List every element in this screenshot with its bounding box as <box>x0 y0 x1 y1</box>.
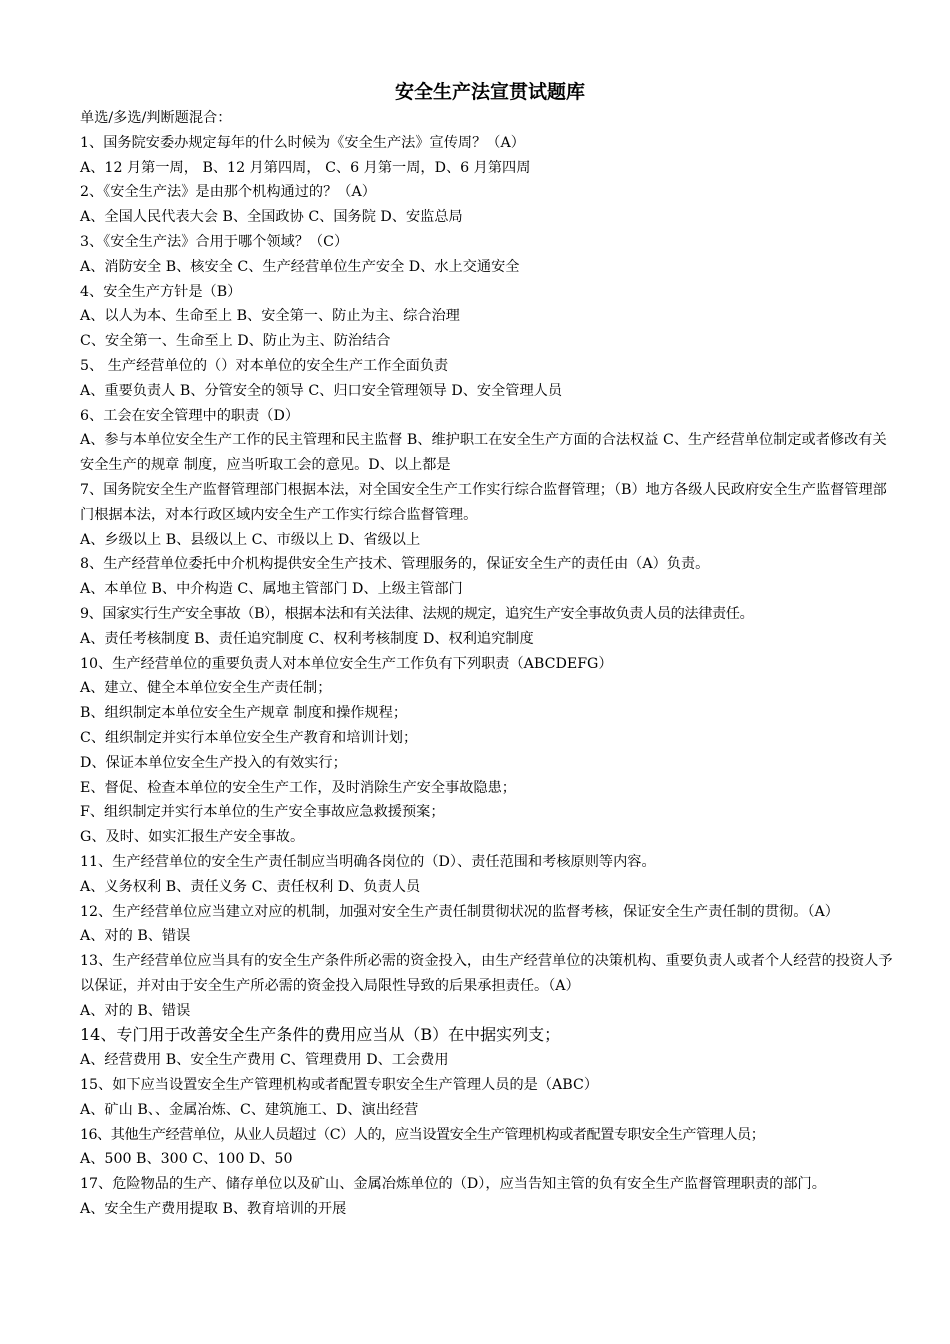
question-7: 7、国务院安全生产监督管理部门根据本法，对全国安全生产工作实行综合监督管理；（B）地方各级人民政府安全生产监督管理部门根据本法，对本行政区域内安全生产工作实行综合监督管理。 <box>80 481 887 523</box>
question-6-options: A、参与本单位安全生产工作的民主管理和民主监督 B、维护职工在安全生产方面的合法权益 C、生产经营单位制定或者修改有关安全生产的规章 制度，应当听取工会的意见。D、以上都是 <box>80 432 887 474</box>
question-9-options: A、责任考核制度 B、责任追究制度 C、权利考核制度 D、权利追究制度 <box>80 630 534 647</box>
question-10-option-d: D、保证本单位安全生产投入的有效实行； <box>80 754 347 771</box>
question-17: 17、危险物品的生产、储存单位以及矿山、金属冶炼单位的（D），应当告知主管的负有安全生产监督管理职责的部门。 <box>80 1176 826 1193</box>
document-title: 安全生产法宣贯试题库 <box>394 81 585 103</box>
question-17-options: A、安全生产费用提取 B、教育培训的开展 <box>80 1201 347 1218</box>
question-15: 15、如下应当设置安全生产管理机构或者配置专职安全生产管理人员的是（ABC） <box>80 1077 599 1094</box>
question-11-options: A、义务权利 B、责任义务 C、责任权利 D、负责人员 <box>80 878 421 895</box>
question-12: 12、生产经营单位应当建立对应的机制，加强对安全生产责任制贯彻状况的监督考核，保证安全生产责任制的贯彻。（A） <box>80 903 839 920</box>
question-10-option-b: B、组织制定本单位安全生产规章 制度和操作规程； <box>80 705 408 722</box>
question-12-options: A、对的 B、错误 <box>80 928 191 945</box>
question-10-option-a: A、建立、健全本单位安全生产责任制； <box>80 680 332 697</box>
section-intro: 单选/多选/判断题混合： <box>80 110 232 126</box>
question-16: 16、其他生产经营单位，从业人员超过（C）人的，应当设置安全生产管理机构或者配置专职安全生产管理人员； <box>80 1126 765 1143</box>
question-6: 6、工会在安全管理中的职责（D） <box>80 407 300 424</box>
question-11: 11、生产经营单位的安全生产责任制应当明确各岗位的（D）、责任范围和考核原则等内容。 <box>80 853 656 870</box>
question-9: 9、国家实行生产安全事故（B），根据本法和有关法律、法规的规定，追究生产安全事故负责人员的法律责任。 <box>80 605 754 622</box>
question-2-options: A、全国人民代表大会 B、全国政协 C、国务院 D、安监总局 <box>80 209 463 226</box>
question-15-options: A、矿山 B、、金属冶炼、C、建筑施工、D、演出经营 <box>80 1101 419 1118</box>
question-3-options: A、消防安全 B、核安全 C、生产经营单位生产安全 D、水上交通安全 <box>80 258 520 275</box>
question-4: 4、安全生产方针是（B） <box>80 283 242 300</box>
question-2: 2、《安全生产法》是由那个机构通过的？（A） <box>80 184 376 201</box>
question-10-option-c: C、组织制定并实行本单位安全生产教育和培训计划； <box>80 729 418 746</box>
question-5: 5、 生产经营单位的（）对本单位的安全生产工作全面负责 <box>80 357 449 374</box>
document-page <box>80 78 900 1222</box>
question-1: 1、国务院安委办规定每年的什么时候为《安全生产法》宣传周？（A） <box>80 134 525 151</box>
question-13: 13、生产经营单位应当具有的安全生产条件所必需的资金投入，由生产经营单位的决策机构、重要负责人或者个人经营的投资人予以保证，并对由于安全生产所必需的资金投入局限性导致的后果承担责任。（A） <box>80 953 893 994</box>
question-14: 14、专门用于改善安全生产条件的费用应当从（B）在中据实列支； <box>80 1025 561 1045</box>
question-10-option-f: F、组织制定并实行本单位的生产安全事故应急救援预案； <box>80 804 445 821</box>
question-8: 8、生产经营单位委托中介机构提供安全生产技术、管理服务的，保证安全生产的责任由（A）负责。 <box>80 556 710 573</box>
question-16-options: A、500 B、300 C、100 D、50 <box>80 1151 293 1168</box>
question-4-options-cd: C、安全第一、生命至上 D、防止为主、防治结合 <box>80 333 391 350</box>
question-4-options-ab: A、以人为本、生命至上 B、安全第一、防止为主、综合治理 <box>80 308 460 325</box>
question-5-options: A、重要负责人 B、分管安全的领导 C、归口安全管理领导 D、安全管理人员 <box>80 382 563 399</box>
question-3: 3、《安全生产法》合用于哪个领域？（C） <box>80 233 349 250</box>
question-10: 10、生产经营单位的重要负责人对本单位安全生产工作负有下列职责（ABCDEFG） <box>80 655 613 672</box>
question-1-options: A、12 月第一周， B、12 月第四周， C、6 月第一周，D、6 月第四周 <box>80 159 531 176</box>
question-8-options: A、本单位 B、中介构造 C、属地主管部门 D、上级主管部门 <box>80 581 463 598</box>
question-14-options: A、经营费用 B、安全生产费用 C、管理费用 D、工会费用 <box>80 1052 449 1069</box>
question-10-option-e: E、督促、检查本单位的安全生产工作，及时消除生产安全事故隐患； <box>80 779 516 796</box>
question-10-option-g: G、及时、如实汇报生产安全事故。 <box>80 829 305 846</box>
question-13-options: A、对的 B、错误 <box>80 1002 191 1019</box>
question-7-options: A、乡级以上 B、县级以上 C、市级以上 D、省级以上 <box>80 531 421 548</box>
